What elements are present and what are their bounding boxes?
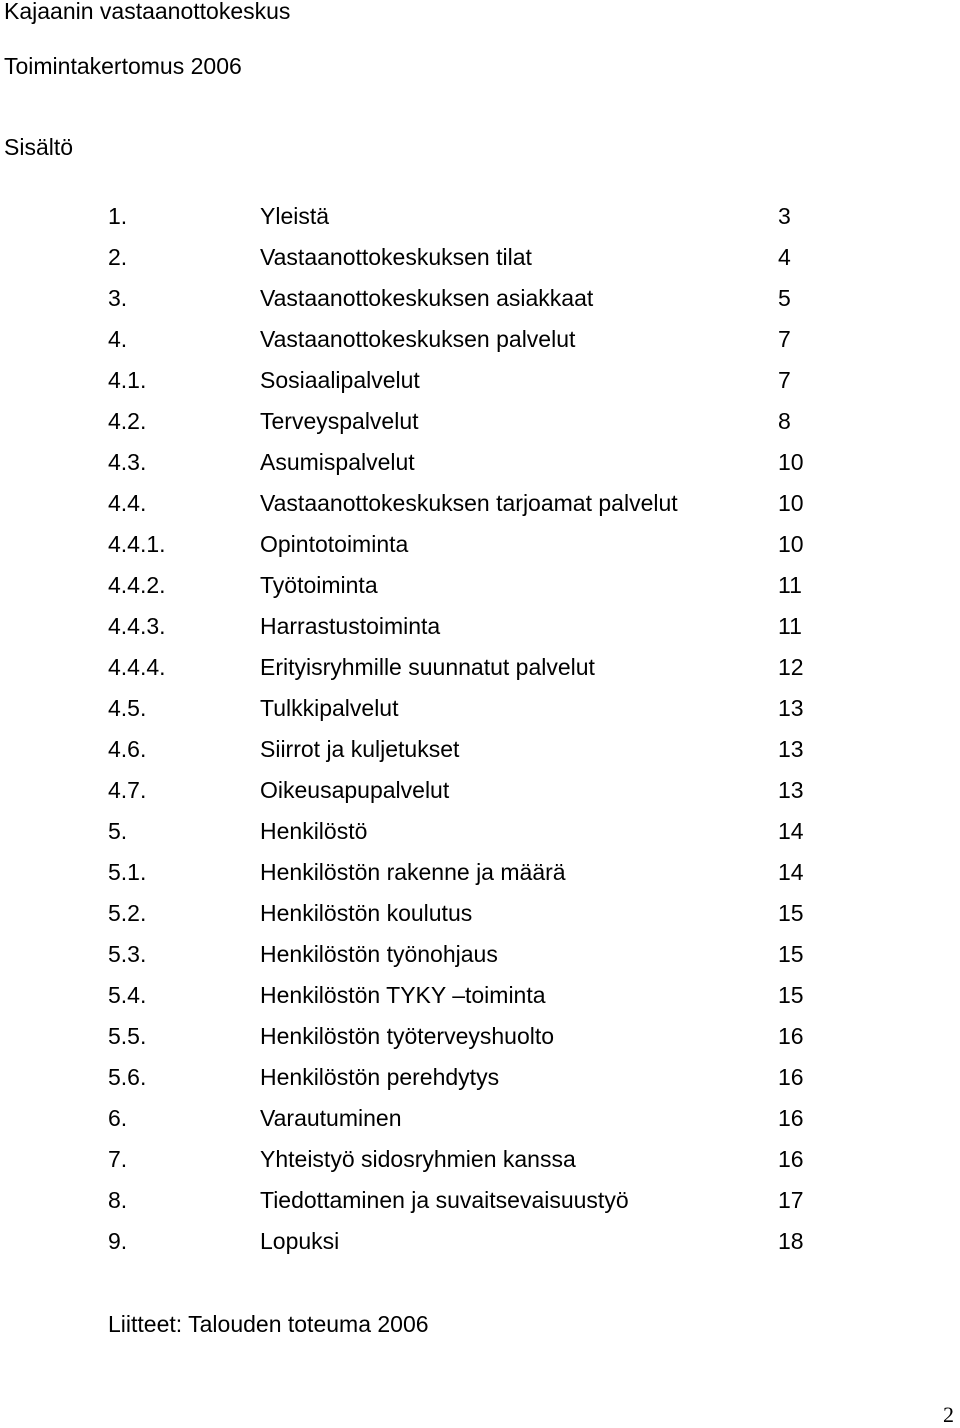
toc-number: 4.2. bbox=[108, 408, 147, 434]
toc-page: 14 bbox=[778, 818, 804, 844]
toc-number: 5.6. bbox=[108, 1064, 147, 1090]
toc-title: Vastaanottokeskuksen tarjoamat palvelut bbox=[260, 490, 678, 516]
toc-title: Siirrot ja kuljetukset bbox=[260, 736, 460, 762]
toc-page: 12 bbox=[778, 654, 804, 680]
toc-page: 3 bbox=[778, 203, 791, 229]
toc-row bbox=[0, 653, 960, 694]
toc-page: 10 bbox=[778, 449, 804, 475]
toc-title: Yleistä bbox=[260, 203, 330, 229]
toc-number: 4.4.3. bbox=[108, 613, 166, 639]
toc-number: 4. bbox=[108, 326, 128, 352]
toc-row bbox=[0, 1186, 960, 1227]
toc-title: Tiedottaminen ja suvaitsevaisuustyö bbox=[260, 1187, 629, 1213]
toc-page: 16 bbox=[778, 1064, 804, 1090]
toc-title: Harrastustoiminta bbox=[260, 613, 441, 639]
toc-row bbox=[0, 817, 960, 858]
toc-row bbox=[0, 571, 960, 612]
toc-page: 17 bbox=[778, 1187, 804, 1213]
toc-page: 13 bbox=[778, 736, 804, 762]
toc-title: Henkilöstön TYKY –toiminta bbox=[260, 982, 546, 1008]
toc-row bbox=[0, 530, 960, 571]
page-number: 2 bbox=[943, 1402, 954, 1427]
toc-page: 15 bbox=[778, 900, 804, 926]
toc-number: 5. bbox=[108, 818, 128, 844]
toc-page: 15 bbox=[778, 982, 804, 1008]
toc-title: Tulkkipalvelut bbox=[260, 695, 399, 721]
toc-page: 10 bbox=[778, 531, 804, 557]
toc-number: 4.6. bbox=[108, 736, 147, 762]
toc-row bbox=[0, 940, 960, 981]
toc-title: Vastaanottokeskuksen asiakkaat bbox=[260, 285, 594, 311]
toc-number: 3. bbox=[108, 285, 128, 311]
toc-title: Henkilöstö bbox=[260, 818, 368, 844]
toc-row bbox=[0, 735, 960, 776]
toc-page: 13 bbox=[778, 695, 804, 721]
toc-row bbox=[0, 1104, 960, 1145]
toc-number: 4.1. bbox=[108, 367, 147, 393]
toc-title: Opintotoiminta bbox=[260, 531, 409, 557]
toc-number: 7. bbox=[108, 1146, 128, 1172]
toc-row bbox=[0, 981, 960, 1022]
toc-row bbox=[0, 858, 960, 899]
toc-number: 6. bbox=[108, 1105, 128, 1131]
toc-number: 5.5. bbox=[108, 1023, 147, 1049]
toc-page: 16 bbox=[778, 1105, 804, 1131]
toc-number: 5.4. bbox=[108, 982, 147, 1008]
toc-row bbox=[0, 489, 960, 530]
organization-name: Kajaanin vastaanottokeskus bbox=[4, 0, 291, 24]
toc-number: 4.3. bbox=[108, 449, 147, 475]
toc-title: Varautuminen bbox=[260, 1105, 402, 1131]
toc-row bbox=[0, 899, 960, 940]
toc-number: 1. bbox=[108, 203, 128, 229]
toc-page: 8 bbox=[778, 408, 791, 434]
toc-row bbox=[0, 1145, 960, 1186]
toc-page: 15 bbox=[778, 941, 804, 967]
toc-page: 11 bbox=[778, 572, 802, 598]
toc-row bbox=[0, 243, 960, 284]
toc-row bbox=[0, 448, 960, 489]
toc-number: 4.7. bbox=[108, 777, 147, 803]
table-of-contents bbox=[0, 202, 960, 1268]
toc-row bbox=[0, 612, 960, 653]
toc-number: 4.4.2. bbox=[108, 572, 166, 598]
toc-title: Sosiaalipalvelut bbox=[260, 367, 420, 393]
toc-title: Vastaanottokeskuksen palvelut bbox=[260, 326, 576, 352]
toc-page: 16 bbox=[778, 1023, 804, 1049]
toc-row bbox=[0, 1227, 960, 1268]
toc-heading: Sisältö bbox=[4, 134, 74, 160]
toc-row bbox=[0, 202, 960, 243]
toc-title: Henkilöstön perehdytys bbox=[260, 1064, 500, 1090]
toc-number: 5.1. bbox=[108, 859, 147, 885]
toc-title: Erityisryhmille suunnatut palvelut bbox=[260, 654, 595, 680]
toc-row bbox=[0, 325, 960, 366]
toc-title: Vastaanottokeskuksen tilat bbox=[260, 244, 532, 270]
toc-number: 4.4.4. bbox=[108, 654, 166, 680]
toc-title: Asumispalvelut bbox=[260, 449, 415, 475]
toc-number: 4.4. bbox=[108, 490, 147, 516]
toc-title: Yhteistyö sidosryhmien kanssa bbox=[260, 1146, 576, 1172]
toc-page: 14 bbox=[778, 859, 804, 885]
appendix-note: Liitteet: Talouden toteuma 2006 bbox=[108, 1311, 429, 1337]
toc-row bbox=[0, 1022, 960, 1063]
toc-page: 5 bbox=[778, 285, 791, 311]
toc-page: 10 bbox=[778, 490, 804, 516]
toc-row bbox=[0, 284, 960, 325]
toc-number: 4.5. bbox=[108, 695, 147, 721]
toc-number: 9. bbox=[108, 1228, 128, 1254]
toc-row bbox=[0, 694, 960, 735]
toc-page: 4 bbox=[778, 244, 791, 270]
toc-page: 18 bbox=[778, 1228, 804, 1254]
toc-row bbox=[0, 776, 960, 817]
toc-row bbox=[0, 366, 960, 407]
toc-row bbox=[0, 407, 960, 448]
toc-page: 16 bbox=[778, 1146, 804, 1172]
toc-title: Terveyspalvelut bbox=[260, 408, 419, 434]
toc-page: 13 bbox=[778, 777, 804, 803]
toc-number: 8. bbox=[108, 1187, 128, 1213]
toc-page: 7 bbox=[778, 367, 791, 393]
toc-number: 5.3. bbox=[108, 941, 147, 967]
toc-number: 5.2. bbox=[108, 900, 147, 926]
toc-title: Henkilöstön koulutus bbox=[260, 900, 473, 926]
toc-page: 11 bbox=[778, 613, 802, 639]
toc-title: Henkilöstön työterveyshuolto bbox=[260, 1023, 555, 1049]
toc-number: 2. bbox=[108, 244, 128, 270]
toc-title: Työtoiminta bbox=[260, 572, 378, 598]
toc-title: Henkilöstön työnohjaus bbox=[260, 941, 498, 967]
toc-title: Lopuksi bbox=[260, 1228, 340, 1254]
toc-title: Oikeusapupalvelut bbox=[260, 777, 450, 803]
toc-row bbox=[0, 1063, 960, 1104]
toc-page: 7 bbox=[778, 326, 791, 352]
toc-title: Henkilöstön rakenne ja määrä bbox=[260, 859, 566, 885]
toc-number: 4.4.1. bbox=[108, 531, 166, 557]
report-title: Toimintakertomus 2006 bbox=[4, 53, 242, 79]
